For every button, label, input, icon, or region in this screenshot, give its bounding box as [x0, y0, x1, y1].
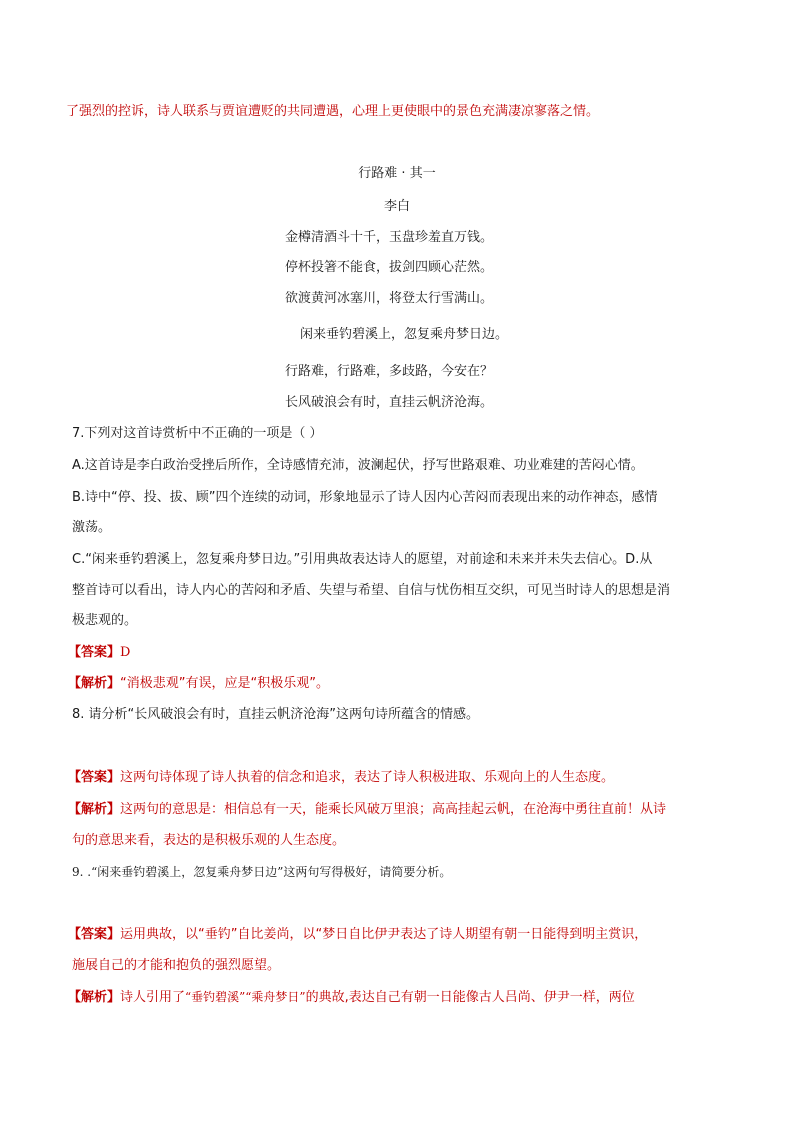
answer-text: 运用典故，以“垂钓”自比姜尚，以“梦日自比伊尹表达了诗人期望有朝一日能得到明主赏识，: [120, 927, 648, 942]
question-7-option-cd: C.“闲来垂钓碧溪上，忽复乘舟梦日边。”引用典故表达诗人的愿望，对前途和未来并未失去信心。D.从: [72, 552, 653, 567]
question-8-answer: [68, 768, 614, 788]
question-7-option-b: B.诗中“停、投、拔、顾”四个连续的动词，形象地显示了诗人因内心苦闷而表现出来的动作神态，感情: [72, 490, 658, 505]
question-7-option-cd-cont: 极悲观的。: [72, 613, 138, 628]
question-7-option-a: A.这首诗是李白政治受挫后所作，全诗感情充沛，波澜起伏，抒写世路艰难、功业难建的苦闷心情。: [72, 458, 644, 473]
question-8-stem: 8. 请分析“长风破浪会有时，直挂云帆济沧海”这两句诗所蕴含的情感。: [72, 707, 480, 722]
analysis-text: 这两句的意思是：相信总有一天，能乘长风破万里浪；高高挂起云帆，在沧海中勇往直前！从诗: [120, 802, 667, 817]
poem-title: 行路难 · 其一: [358, 166, 436, 181]
question-7-stem: 7.下列对这首诗赏析中不正确的一项是（ ）: [72, 426, 323, 441]
answer-text: 这两句诗体现了诗人执着的信念和追求，表达了诗人积极进取、乐观向上的人生态度。: [120, 770, 615, 785]
poem-line: 欲渡黄河冰塞川，将登太行雪满山。: [285, 291, 494, 306]
question-7-analysis: [68, 674, 329, 694]
analysis-text-cont: 的典故,表达自己有朝一日能像古人吕尚、伊尹一样，两位: [305, 990, 635, 1005]
question-9-analysis: [68, 987, 635, 1008]
question-7-answer: [68, 643, 130, 663]
analysis-tag: 【解析】: [68, 990, 121, 1005]
analysis-quote: “垂钓碧溪”“乘舟梦日”: [185, 990, 306, 1004]
analysis-tag: 【解析】: [68, 802, 121, 817]
question-7-option-cd-cont: 整首诗可以看出，诗人内心的苦闷和矛盾、失望与希望、自信与忧伤相互交织，可见当时诗人的思想是消: [72, 583, 671, 598]
poem-line: 长风破浪会有时，直挂云帆济沧海。: [285, 395, 494, 410]
poem-line: 停杯投箸不能食，拔剑四顾心茫然。: [285, 260, 494, 275]
analysis-text: 诗人引用了: [120, 990, 186, 1005]
question-9-answer: [68, 925, 647, 945]
poem-line: 金樽清酒斗十千，玉盘珍羞直万钱。: [285, 230, 494, 245]
analysis-tag: 【解析】: [68, 676, 121, 691]
answer-tag: 【答案】: [68, 645, 121, 660]
poem-author: 李白: [383, 199, 410, 214]
question-8-analysis-cont: 句的意思来看，表达的是积极乐观的人生态度。: [72, 833, 346, 848]
question-9-answer-cont: 施展自己的才能和抱负的强烈愿望。: [72, 958, 281, 973]
question-9-stem: 9. .“闲来垂钓碧溪上，忽复乘舟梦日边”这两句写得极好，请简要分析。: [72, 865, 452, 879]
intro-text: 了强烈的控诉，诗人联系与贾谊遭贬的共同遭遇，心理上更使眼中的景色充满凄凉寥落之情。: [66, 104, 600, 119]
answer-tag: 【答案】: [68, 927, 121, 942]
answer-text: D: [120, 645, 131, 660]
question-7-option-b-cont: 激荡。: [72, 520, 112, 535]
answer-tag: 【答案】: [68, 770, 121, 785]
poem-line: 行路难，行路难，多歧路，今安在？: [285, 364, 494, 379]
question-8-analysis: [68, 800, 666, 820]
analysis-text: “消极悲观”有误，应是“积极乐观”。: [120, 676, 329, 691]
poem-line: 闲来垂钓碧溪上，忽复乘舟梦日边。: [300, 327, 509, 342]
